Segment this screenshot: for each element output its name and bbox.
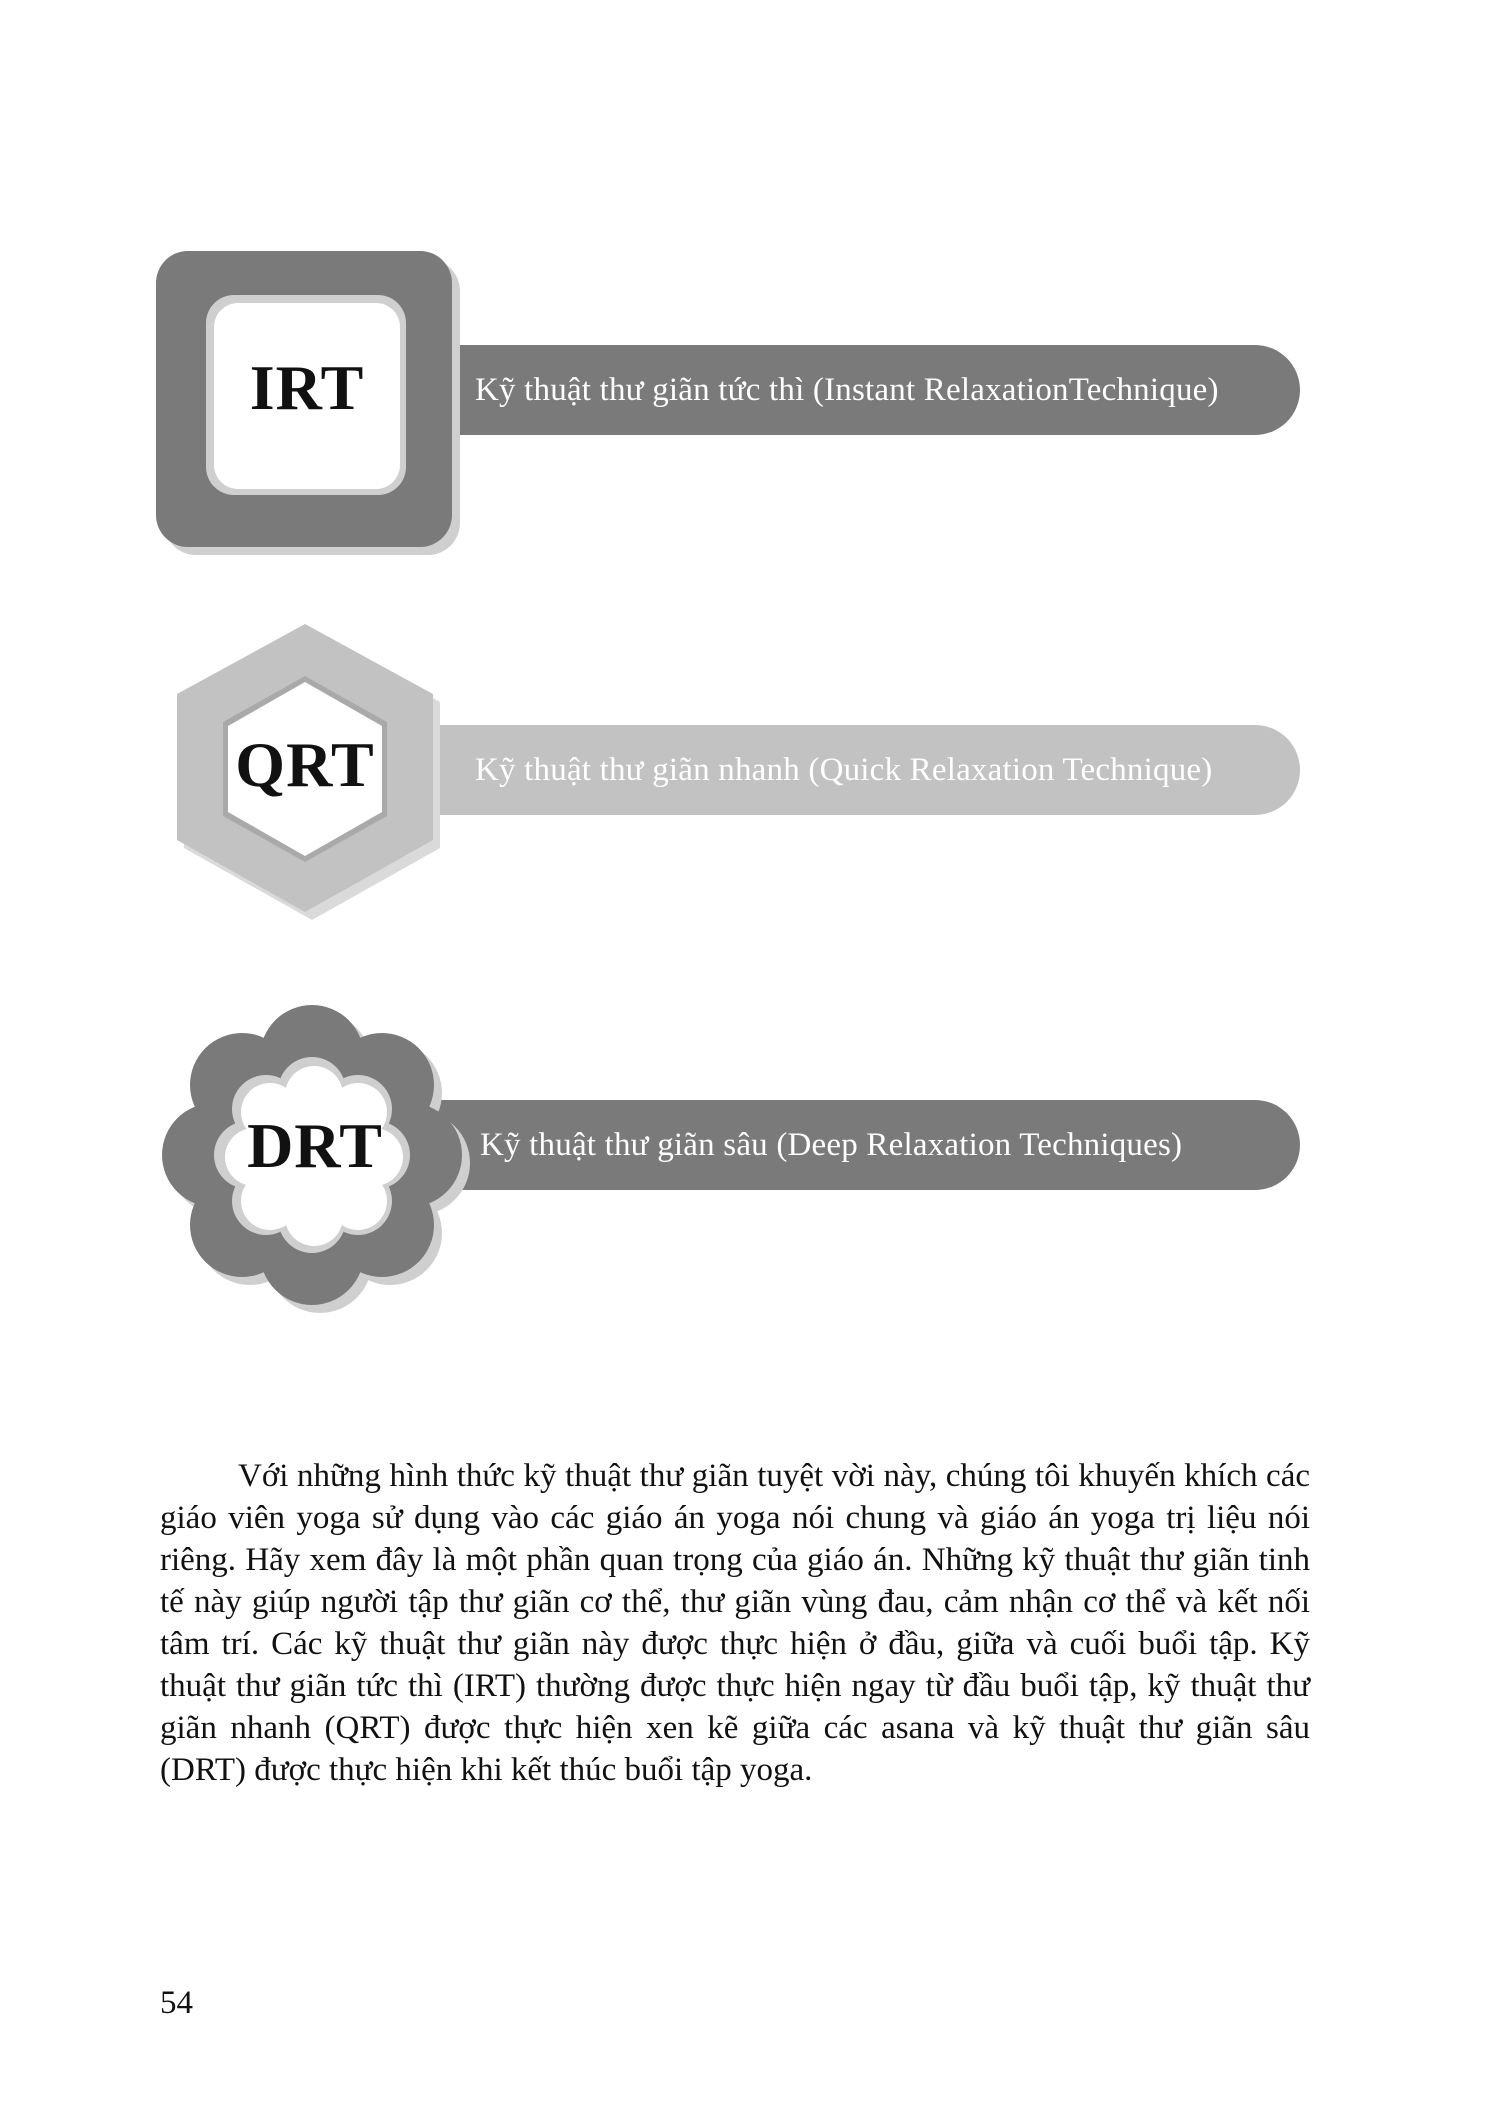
body-paragraph: Với những hình thức kỹ thuật thư giãn tuyệt vời này, chúng tôi khuyến khích các giáo viên yoga sử dụng vào các giáo án yoga nói chung và giáo án yoga trị liệu nói riêng. Hãy xem đây là một phần quan trọng của giáo án. Những kỹ thuật thư giãn tinh tế này giúp người tập thư giãn cơ thể, thư giãn vùng đau, cảm nhận cơ thể và kết nối tâm trí. Các kỹ thuật thư giãn này được thực hiện ở đầu, giữa và cuối buổi tập. Kỹ thuật thư giãn tức thì (IRT) thường được thực hiện ngay từ đầu buổi tập, kỹ thuật thư giãn nhanh (QRT) được thực hiện xen kẽ giữa các asana và kỹ thuật thư giãn sâu (DRT) được thực hiện khi kết thúc buổi tập yoga.: [160, 1458, 1310, 1788]
drt-acronym: DRT: [247, 1110, 383, 1181]
drt-item: [150, 995, 1350, 1315]
drt-description: Kỹ thuật thư giãn sâu (Deep Relaxation Techniques): [480, 1127, 1183, 1163]
page-number: 54: [160, 1985, 193, 2021]
qrt-description: Kỹ thuật thư giãn nhanh (Quick Relaxation Technique): [475, 752, 1213, 788]
irt-item: [150, 245, 1350, 565]
qrt-item: [150, 620, 1350, 940]
irt-description: Kỹ thuật thư giãn tức thì (Instant RelaxationTechnique): [475, 372, 1219, 408]
irt-acronym: IRT: [249, 352, 365, 423]
qrt-acronym: QRT: [235, 729, 375, 800]
